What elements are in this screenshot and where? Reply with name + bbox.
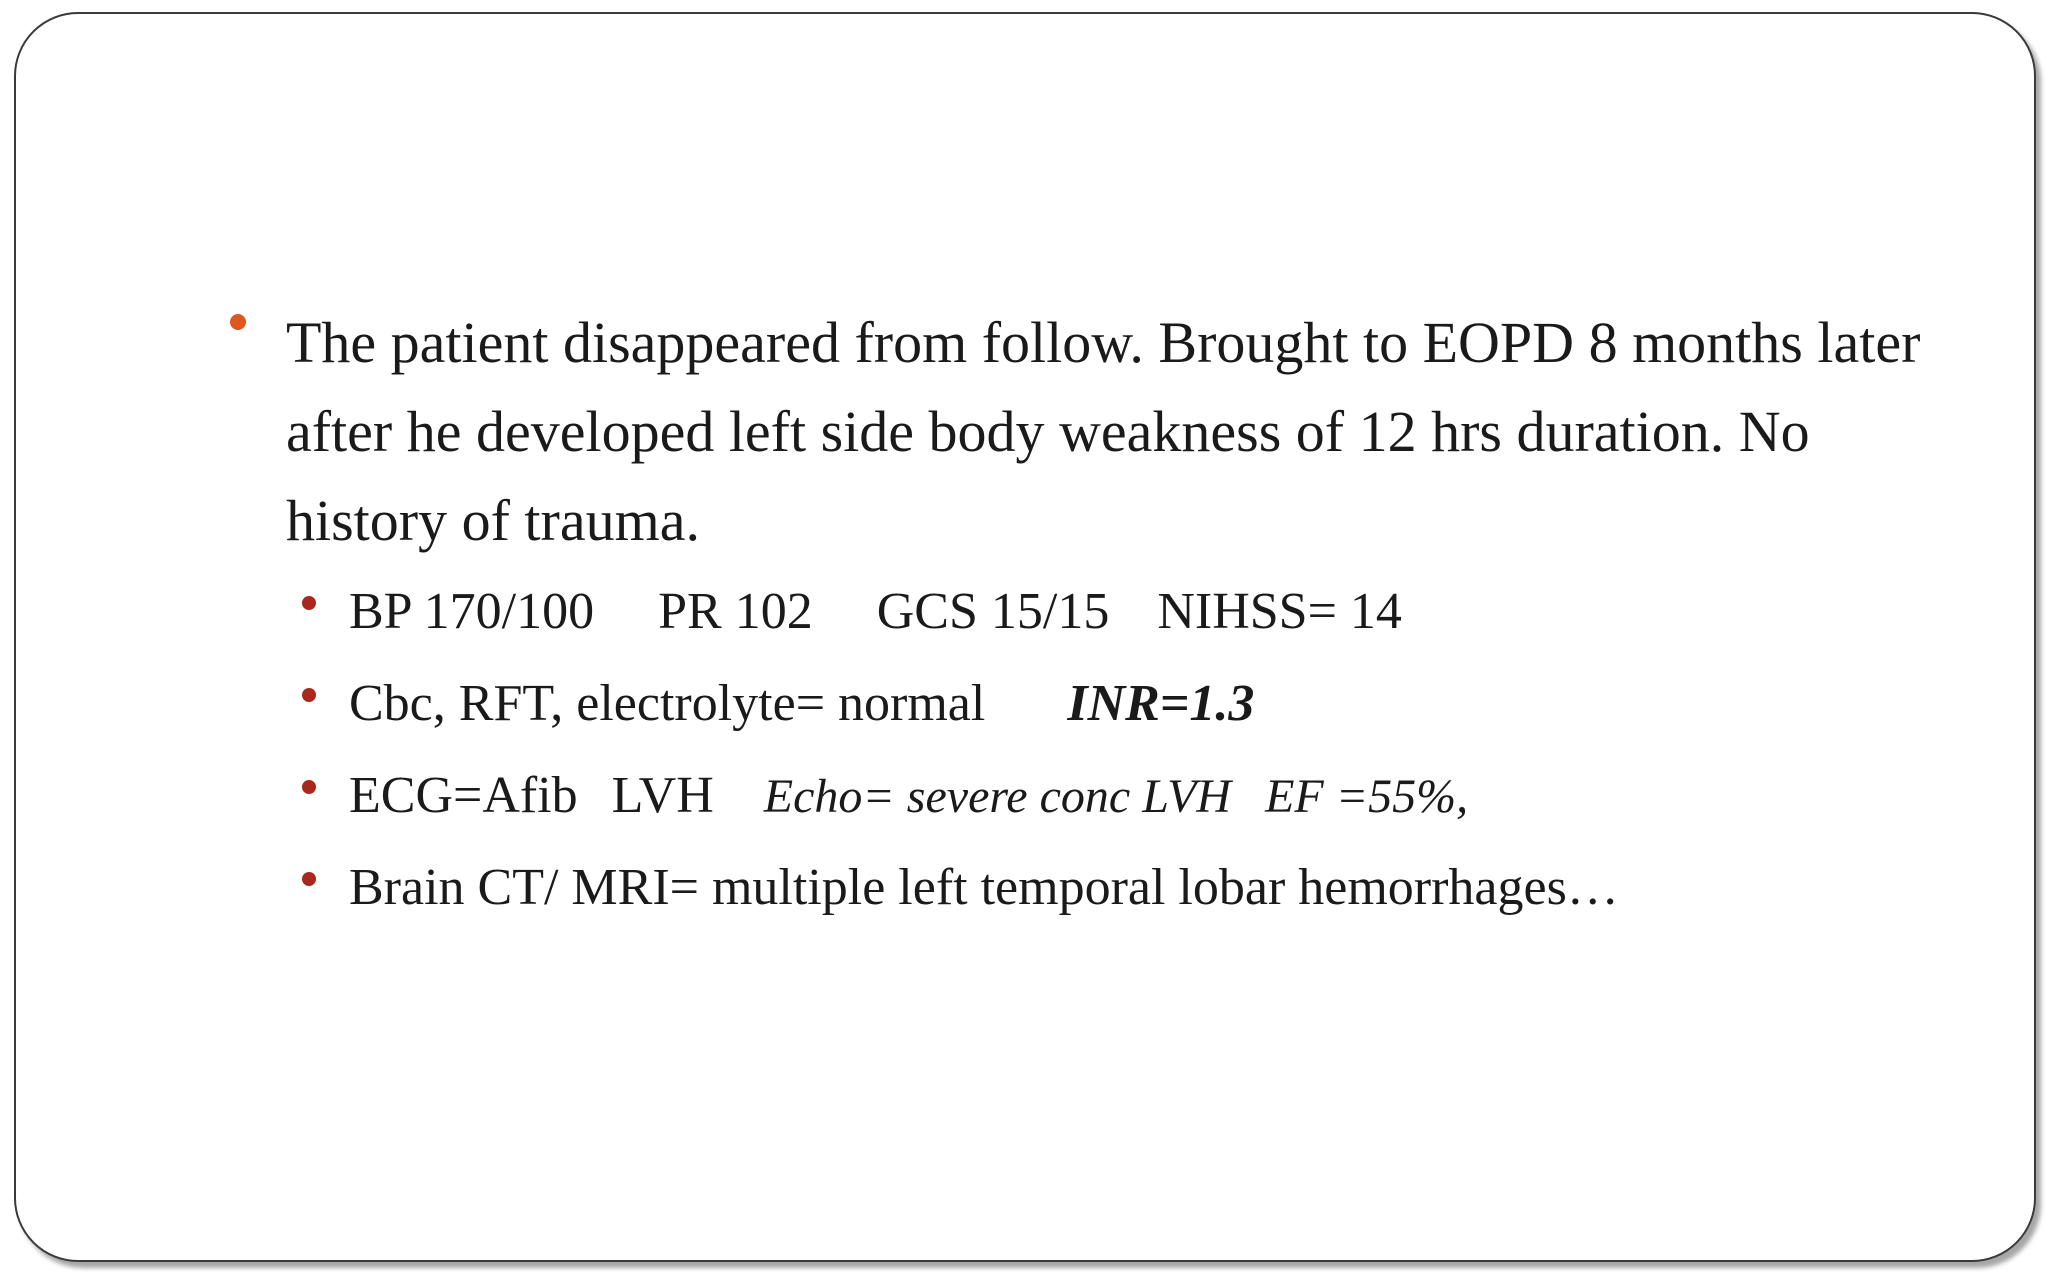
inr-value: INR=1.3 bbox=[1067, 675, 1255, 732]
gcs-value: GCS 15/15 bbox=[876, 583, 1110, 640]
sub-bullet-labs-text bbox=[349, 675, 1254, 732]
bp-value: BP 170/100 bbox=[349, 583, 595, 640]
nihss-value: NIHSS= 14 bbox=[1157, 583, 1402, 640]
lvh-value: LVH bbox=[611, 767, 714, 824]
bullet-dot-icon bbox=[230, 314, 246, 330]
pr-value: PR 102 bbox=[658, 583, 813, 640]
sub-bullet-cardiac bbox=[300, 750, 1960, 842]
sub-bullet-dot-icon bbox=[302, 596, 316, 610]
sub-bullet-list bbox=[300, 566, 1960, 934]
sub-bullet-vitals-text bbox=[349, 583, 1402, 640]
main-bullet-text: The patient disappeared from follow. Brought to EOPD 8 months later after he developed left side body weakness of 12 hrs duration. No history of trauma. bbox=[286, 310, 1921, 553]
ecg-value: ECG=Afib bbox=[349, 767, 578, 824]
imaging-value: Brain CT/ MRI= multiple left temporal lobar hemorrhages… bbox=[349, 859, 1619, 916]
main-bullet bbox=[222, 298, 1982, 565]
sub-bullet-dot-icon bbox=[302, 872, 316, 886]
sub-bullet-imaging bbox=[300, 842, 1960, 934]
sub-bullet-vitals bbox=[300, 566, 1960, 658]
sub-bullet-cardiac-text bbox=[349, 767, 1468, 824]
ef-value: EF =55%, bbox=[1265, 770, 1469, 823]
echo-value: Echo= severe conc LVH bbox=[763, 770, 1232, 823]
labs-value: Cbc, RFT, electrolyte= normal bbox=[349, 675, 986, 732]
sub-bullet-dot-icon bbox=[302, 688, 316, 702]
sub-bullet-labs bbox=[300, 658, 1960, 750]
sub-bullet-dot-icon bbox=[302, 780, 316, 794]
